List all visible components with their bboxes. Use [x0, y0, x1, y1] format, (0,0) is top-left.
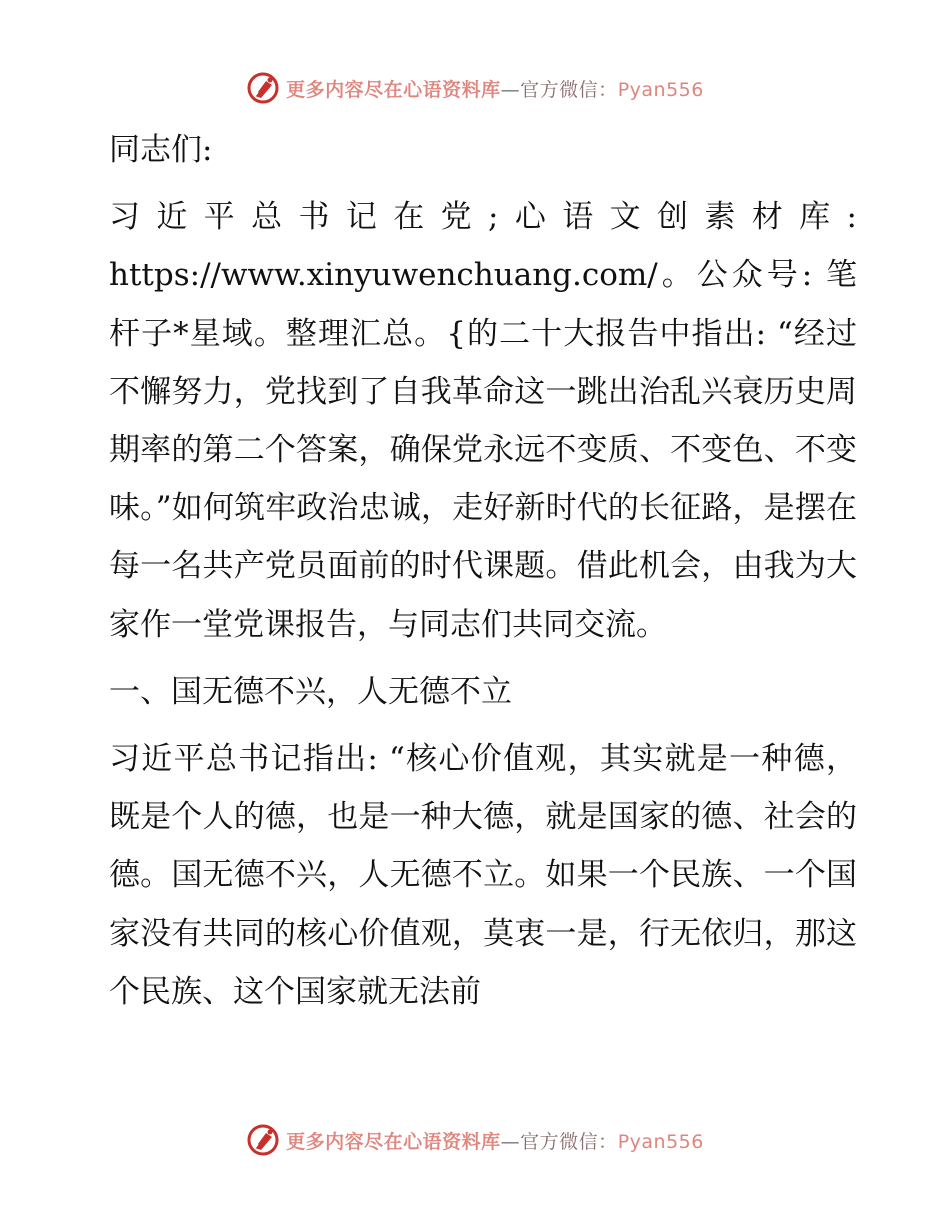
footer-banner-inner [246, 1123, 704, 1157]
footer-separator: — [500, 1130, 521, 1153]
header-banner [0, 68, 950, 108]
header-wechat-id: Pyan556 [617, 78, 704, 101]
footer-wechat-id: Pyan556 [617, 1130, 704, 1153]
footer-banner [0, 1120, 950, 1160]
header-brand-text: 更多内容尽在心语资料库 [286, 78, 501, 101]
header-wechat-label: 官方微信： [520, 78, 618, 101]
section-1-title: 一、国无德不兴，人无德不立 [109, 673, 512, 710]
paragraph-2: 习近平总书记指出: “核心价值观，其实就是一种德，既是个人的德，也是一种大德，就是国家的德、社会的德。国无德不兴，人无德不立。如果一个民族、一个国家没有共同的核心价值观，莫衷一是，行无依归，那这个民族、这个国家就无法前 [109, 741, 857, 1010]
footer-banner-text [286, 1127, 704, 1154]
header-separator: — [500, 78, 521, 101]
document-body [97, 121, 857, 1021]
greeting: 同志们: [109, 132, 213, 168]
footer-wechat-label: 官方微信： [520, 1130, 618, 1153]
pen-nib-logo-icon [246, 1123, 280, 1157]
footer-brand-text: 更多内容尽在心语资料库 [286, 1130, 501, 1153]
header-banner-text [286, 75, 704, 102]
header-banner-inner [246, 71, 704, 105]
paragraph-1: 习近平总书记在党;心语文创素材库: https://www.xinyuwenchuang.com/。公众号: 笔杆子*星域。整理汇总。{的二十大报告中指出: “经过不懈努力，党找到了自我革命这一跳出治乱兴衰历史周期率的第二个答案，确保党永远不变质、不变色、不变味。”如何筑牢政治忠诚，走好新时代的长征路，是摆在每一名共产党员面前的时代课题。借此机会，由我为大家作一堂党课报告，与同志们共同交流。 [109, 199, 857, 643]
pen-nib-logo-icon [246, 71, 280, 105]
